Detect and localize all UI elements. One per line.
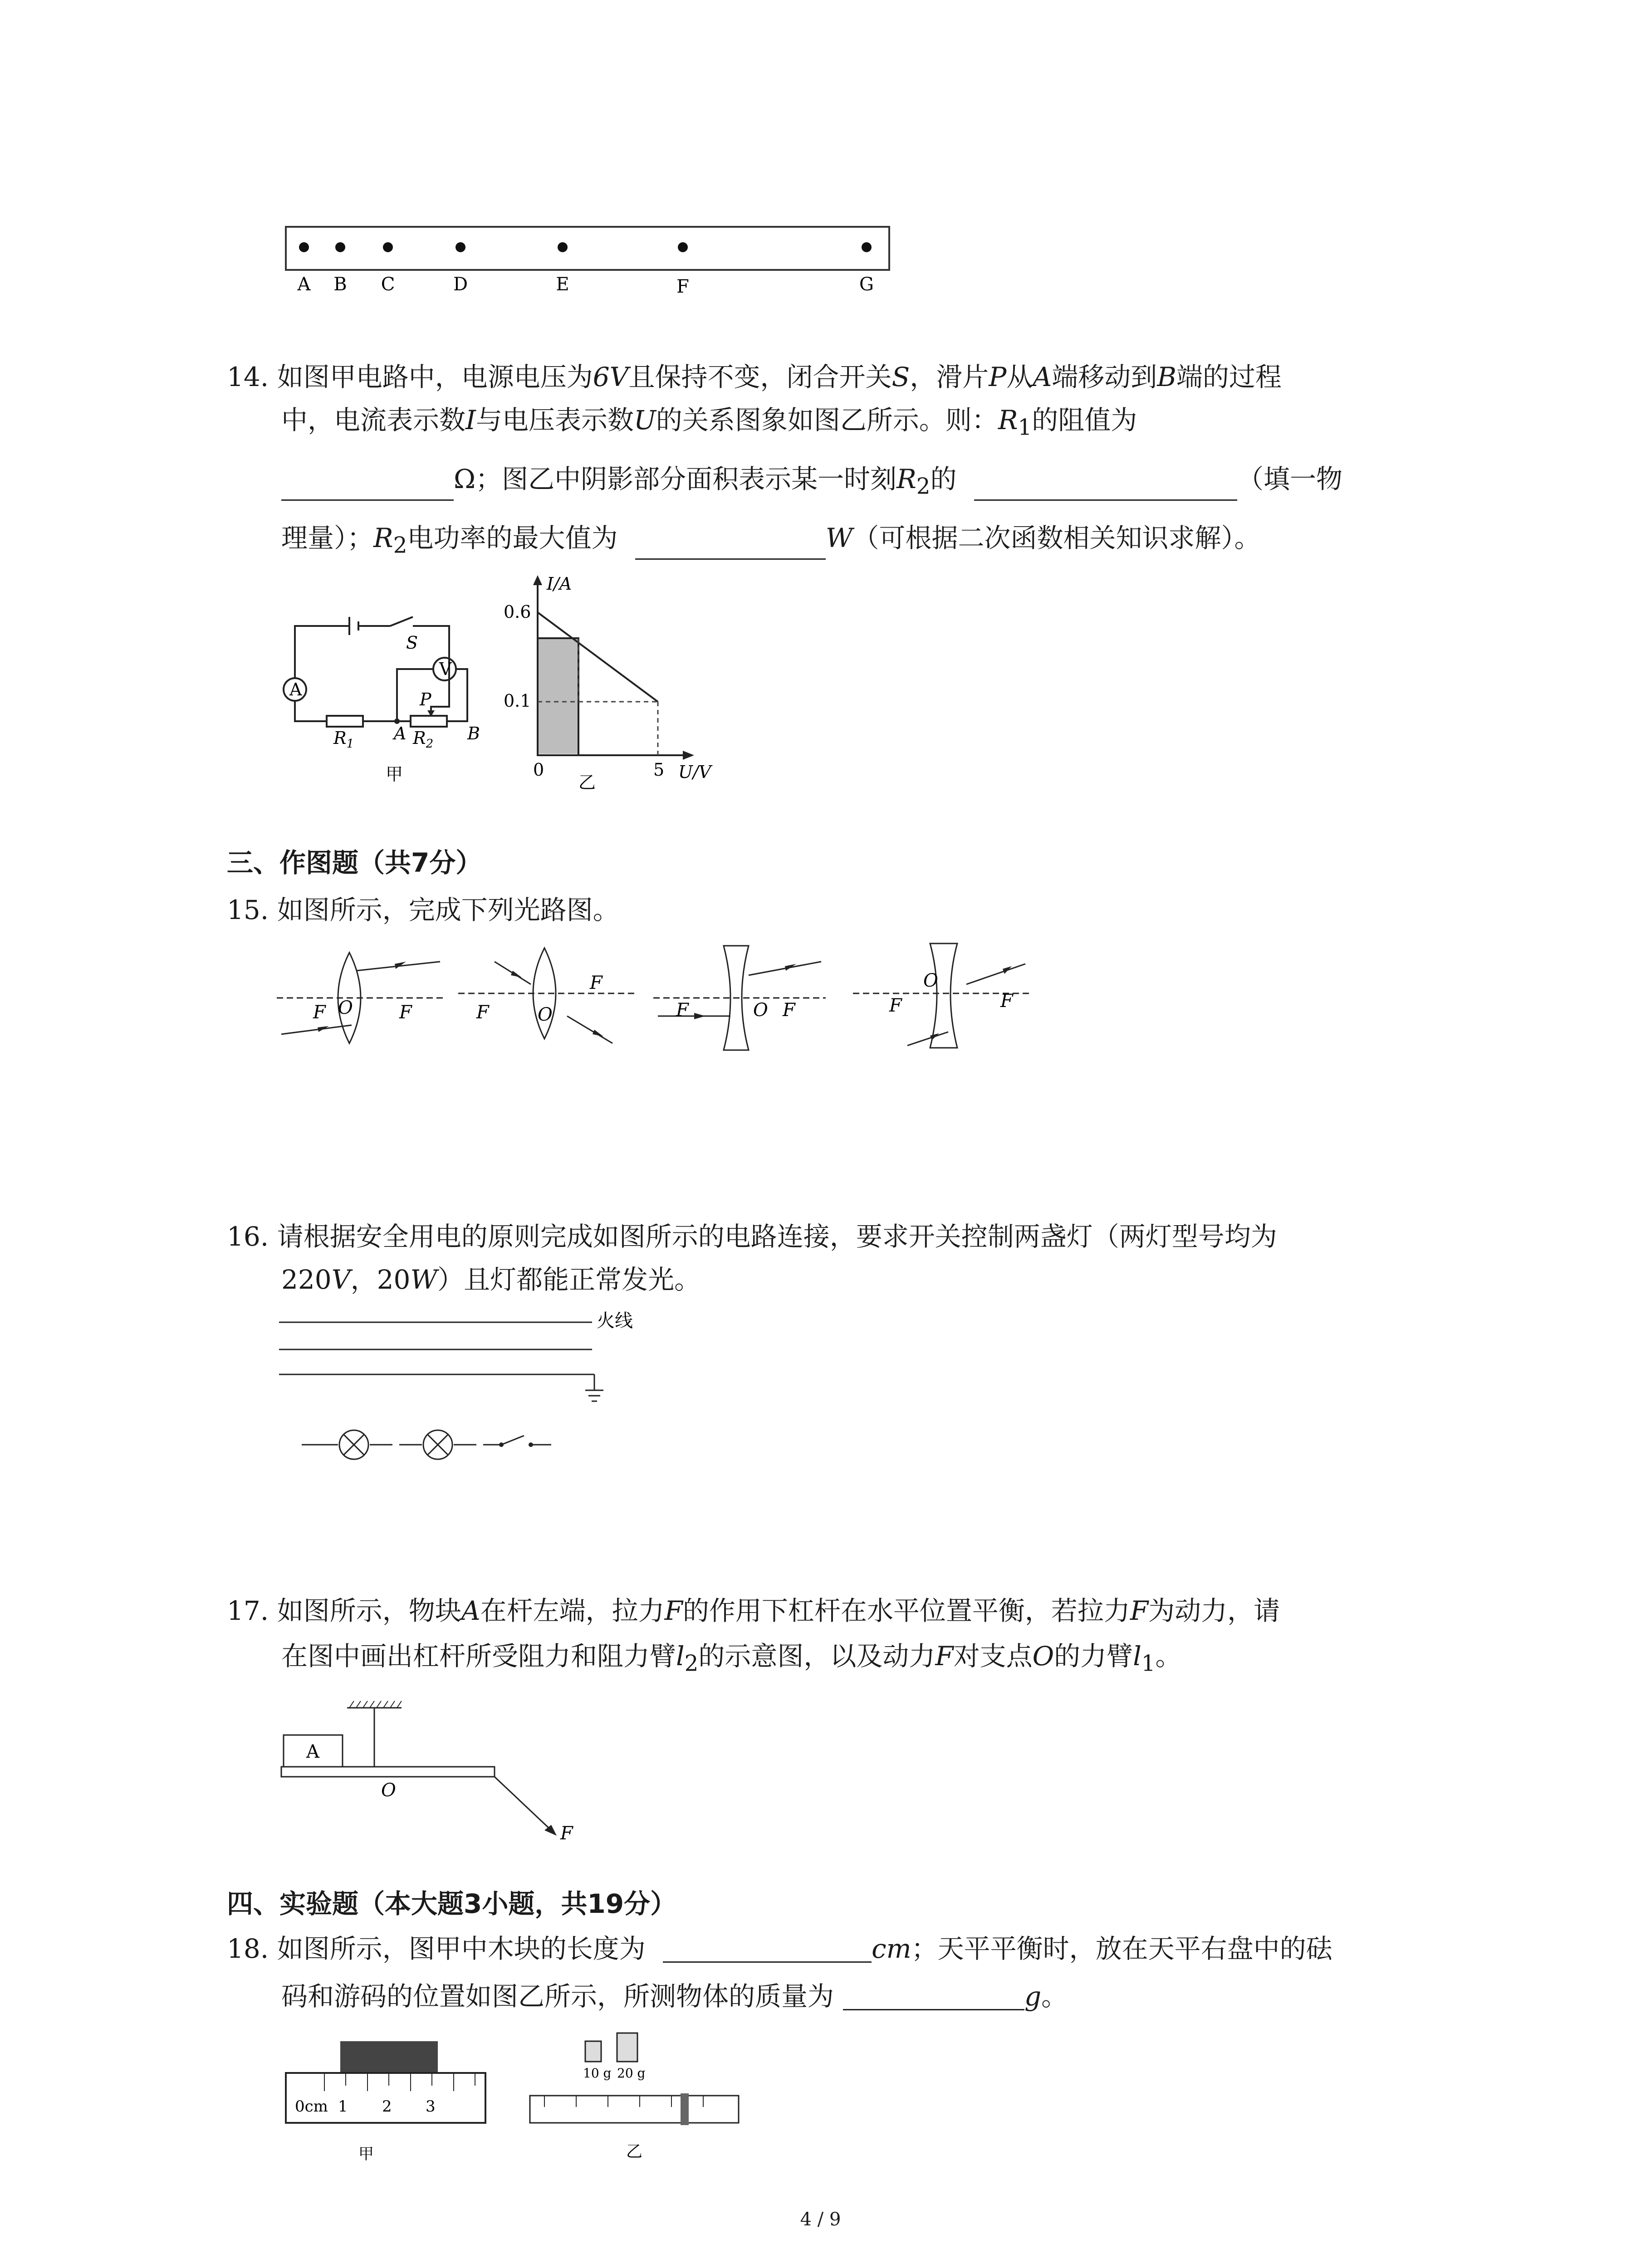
q16-wiring-diagram xyxy=(279,1306,642,1470)
focal-label: F xyxy=(676,1000,689,1021)
q14-line3: Ω；图乙中阴影部分面积表示某一时刻$R_2$的 （填一物 xyxy=(281,465,1342,501)
optical-center-label: O xyxy=(753,1000,768,1021)
dot-strip-figure xyxy=(281,222,894,299)
ruler-tick: 2 xyxy=(382,2097,392,2116)
balance-caption: 乙 xyxy=(626,2142,643,2161)
q16-line1: 16. 请根据安全用电的原则完成如图所示的电路连接，要求开关控制两盏灯（两灯型号均为 xyxy=(227,1221,1277,1252)
q15-lens-diagrams xyxy=(277,939,1048,1057)
answer-blank[interactable] xyxy=(281,477,454,501)
block-label: A xyxy=(306,1741,319,1762)
q15-text: 15. 如图所示，完成下列光路图。 xyxy=(227,894,619,925)
q17-lever-diagram xyxy=(279,1694,624,1848)
graph-ylabel: I/A xyxy=(547,574,572,594)
live-wire-label: 火线 xyxy=(597,1310,633,1331)
optical-center-label: O xyxy=(338,997,353,1018)
q18-balance-figure xyxy=(526,2028,753,2177)
q14-line1: 14. 如图甲电路中，电源电压为6V且保持不变，闭合开关S，滑片P从A端移动到B端的过程 xyxy=(227,362,1282,392)
r2-label: $R_2$ xyxy=(413,728,434,751)
graph-ytick: 0.6 xyxy=(504,602,531,622)
ruler-caption: 甲 xyxy=(358,2145,374,2163)
end-b-label: B xyxy=(467,723,480,743)
dot-label: G xyxy=(859,274,874,295)
graph-caption: 乙 xyxy=(578,772,596,789)
answer-blank[interactable] xyxy=(974,477,1237,501)
q18-line1: 18. 如图所示，图甲中木块的长度为 cm；天平平衡时，放在天平右盘中的砝 xyxy=(227,1933,1332,1964)
ruler-tick: 3 xyxy=(426,2097,436,2116)
dot-label: F xyxy=(676,276,689,297)
section-4-title: 四、实验题（本大题3小题，共19分） xyxy=(227,1888,677,1919)
optical-center-label: O xyxy=(923,970,938,991)
dot-label: A xyxy=(297,274,311,295)
force-label: F xyxy=(560,1823,573,1844)
q14-graph-figure xyxy=(495,572,749,789)
focal-label: F xyxy=(590,973,603,993)
graph-xlabel: U/V xyxy=(678,762,711,782)
focal-label: F xyxy=(889,995,902,1016)
section-3-title: 三、作图题（共7分） xyxy=(227,847,482,878)
end-a-label: A xyxy=(394,723,407,743)
focal-label: F xyxy=(1000,991,1013,1012)
dot-label: D xyxy=(453,274,468,295)
answer-blank[interactable] xyxy=(663,1939,872,1963)
q14-line2: 中，电流表示数I与电压表示数U的关系图象如图乙所示。则：$R_1$的阻值为 xyxy=(281,405,1137,440)
switch-label: S xyxy=(406,633,418,653)
r1-label: $R_1$ xyxy=(333,728,354,751)
graph-xtick: 0 xyxy=(533,760,544,780)
focal-label: F xyxy=(313,1002,326,1023)
page-number: 4 / 9 xyxy=(800,2209,841,2230)
q14-line4: 理量）；$R_2$电功率的最大值为 W（可根据二次函数相关知识求解）。 xyxy=(281,524,1261,560)
ammeter-label: A xyxy=(289,679,302,699)
weight-label: 10 g xyxy=(583,2066,612,2081)
optical-center-label: O xyxy=(538,1004,553,1025)
dot-label: B xyxy=(333,274,347,295)
answer-blank[interactable] xyxy=(843,1986,1024,2010)
circuit-caption: 甲 xyxy=(386,764,403,784)
ruler-unit: 0cm xyxy=(295,2097,328,2116)
voltmeter-label: V xyxy=(439,659,452,679)
dot-label: E xyxy=(556,274,569,295)
dot-label: C xyxy=(381,274,395,295)
q14-circuit-figure xyxy=(277,603,513,794)
weight-label: 20 g xyxy=(617,2066,646,2081)
q16-line2: 220V，20W）且灯都能正常发光。 xyxy=(281,1264,701,1295)
slider-label: P xyxy=(420,689,431,709)
focal-label: F xyxy=(476,1002,489,1023)
pivot-label: O xyxy=(381,1780,396,1801)
q17-line1: 17. 如图所示，物块A在杆左端，拉力F的作用下杠杆在水平位置平衡，若拉力F为动力，请 xyxy=(227,1595,1280,1626)
q17-line2: 在图中画出杠杆所受阻力和阻力臂$l_2$的示意图，以及动力F对支点O的力臂$l_1$。 xyxy=(281,1641,1182,1677)
ruler-tick: 1 xyxy=(338,2097,348,2116)
graph-ytick: 0.1 xyxy=(504,691,531,711)
focal-label: F xyxy=(399,1002,412,1023)
graph-xtick: 5 xyxy=(653,760,665,780)
q18-line2: 码和游码的位置如图乙所示，所测物体的质量为 g。 xyxy=(281,1981,1068,2012)
answer-blank[interactable] xyxy=(635,536,826,560)
focal-label: F xyxy=(783,1000,795,1021)
q18-ruler-figure xyxy=(281,2037,495,2173)
